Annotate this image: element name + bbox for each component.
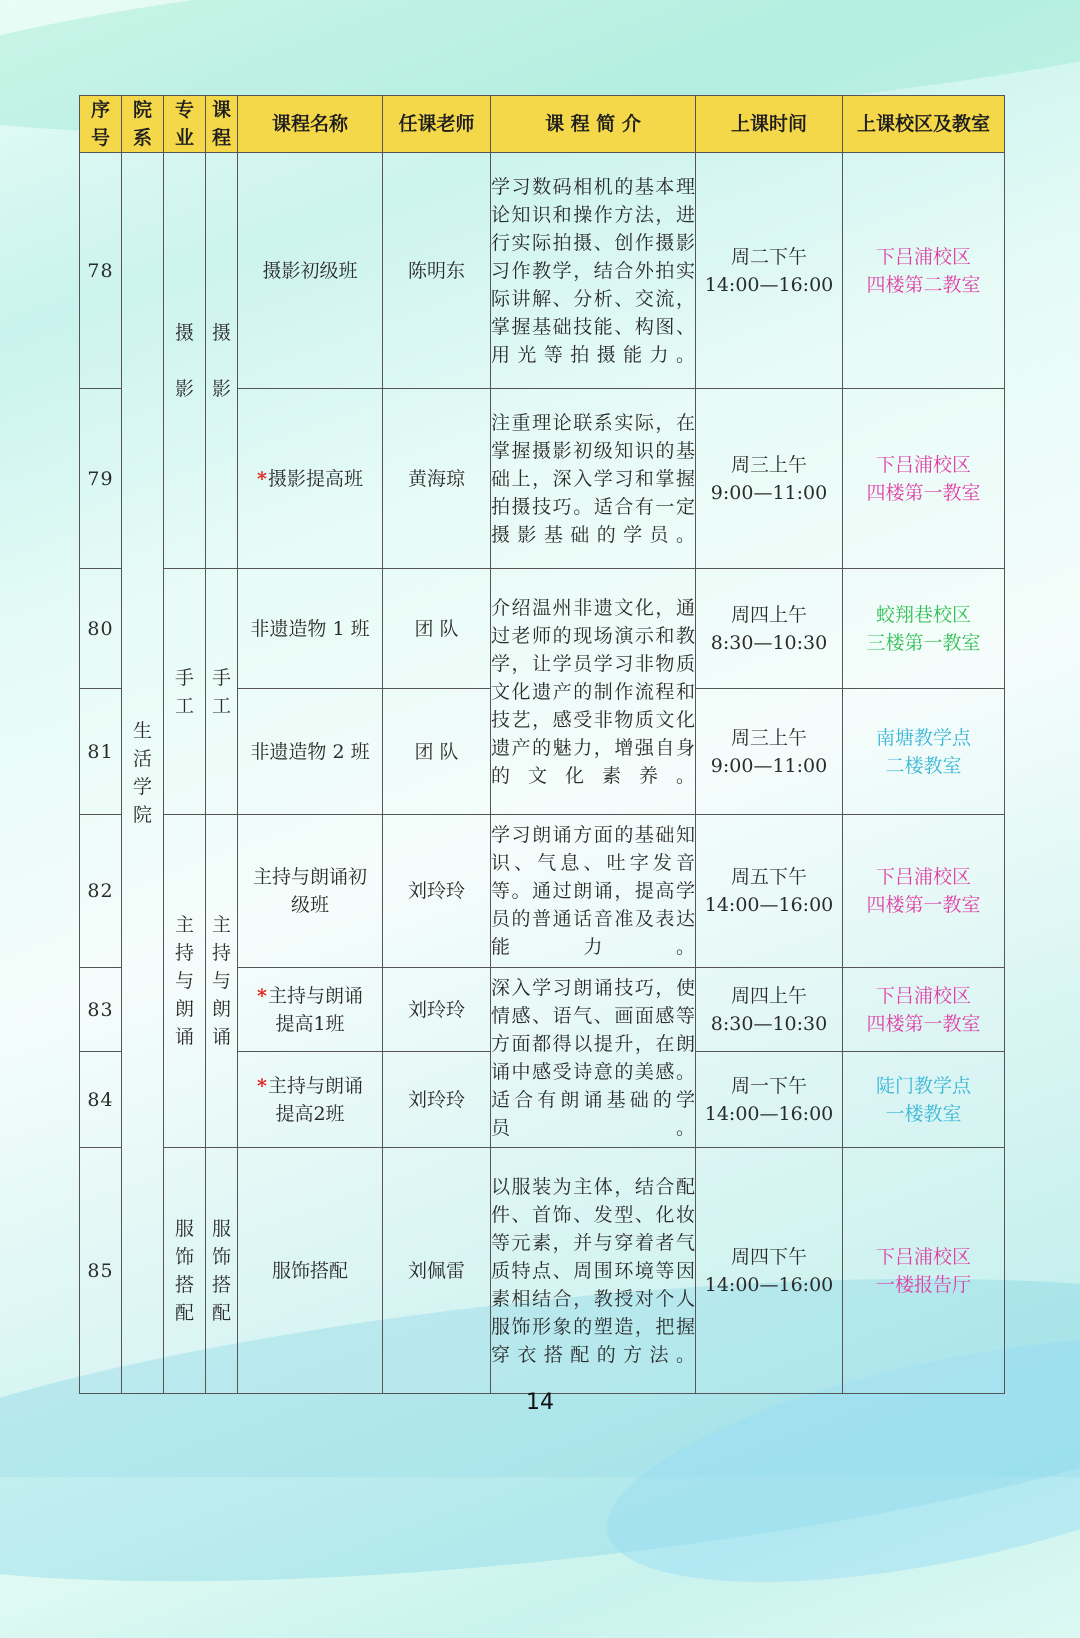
teacher-cell: 黄海琼 (383, 389, 491, 569)
teacher-cell: 团 队 (383, 569, 491, 689)
teacher-cell: 刘玲玲 (383, 815, 491, 968)
location-cell: 南塘教学点 二楼教室 (843, 689, 1005, 815)
header-description: 课 程 简 介 (491, 96, 696, 153)
teacher-cell: 陈明东 (383, 153, 491, 389)
featured-star-icon: * (257, 1074, 267, 1097)
description-cell: 学习朗诵方面的基础知识、气息、吐字发音等。通过朗诵，提高学员的普通话音准及表达能力。 (491, 815, 696, 968)
time-cell: 周二下午 14:00—16:00 (696, 153, 843, 389)
row-index: 85 (80, 1148, 122, 1394)
featured-star-icon: * (257, 467, 267, 490)
row-index: 80 (80, 569, 122, 689)
header-time: 上课时间 (696, 96, 843, 153)
course-name: *主持与朗诵提高1班 (238, 968, 383, 1052)
row-index: 82 (80, 815, 122, 968)
major-cell: 摄影 (164, 153, 206, 569)
major-cell: 服饰搭配 (164, 1148, 206, 1394)
course-group-cell: 服饰搭配 (206, 1148, 238, 1394)
description-cell: 深入学习朗诵技巧，使情感、语气、画面感等方面都得以提升，在朗诵中感受诗意的美感。适合有朗诵基础的学员。 (491, 968, 696, 1148)
course-group-cell: 主持与朗诵 (206, 815, 238, 1148)
course-name: 非遗造物 2 班 (238, 689, 383, 815)
major-cell: 手工 (164, 569, 206, 815)
description-cell: 以服装为主体，结合配件、首饰、发型、化妆等元素，并与穿着者气质特点、周围环境等因素相结合，教授对个人服饰形象的塑造，把握穿衣搭配的方法。 (491, 1148, 696, 1394)
row-index: 84 (80, 1052, 122, 1148)
time-cell: 周三上午 9:00—11:00 (696, 389, 843, 569)
row-index: 81 (80, 689, 122, 815)
row-index: 78 (80, 153, 122, 389)
header-course: 课程 (206, 96, 238, 153)
major-cell: 主持与朗诵 (164, 815, 206, 1148)
course-name: *摄影提高班 (238, 389, 383, 569)
college-cell: 生活学院 (122, 153, 164, 1394)
table-row (80, 815, 1005, 968)
location-cell: 下吕浦校区 一楼报告厅 (843, 1148, 1005, 1394)
teacher-cell: 刘佩雷 (383, 1148, 491, 1394)
location-cell: 下吕浦校区 四楼第一教室 (843, 389, 1005, 569)
location-cell: 蛟翔巷校区 三楼第一教室 (843, 569, 1005, 689)
page-number: 14 (526, 1390, 554, 1415)
time-cell: 周一下午 14:00—16:00 (696, 1052, 843, 1148)
course-name: 服饰搭配 (238, 1148, 383, 1394)
header-location: 上课校区及教室 (843, 96, 1005, 153)
course-table (79, 95, 1005, 1394)
teacher-cell: 刘玲玲 (383, 1052, 491, 1148)
course-name: 主持与朗诵初级班 (238, 815, 383, 968)
time-cell: 周四上午 8:30—10:30 (696, 968, 843, 1052)
header-teacher: 任课老师 (383, 96, 491, 153)
course-group-cell: 摄影 (206, 153, 238, 569)
time-cell: 周三上午 9:00—11:00 (696, 689, 843, 815)
table-row (80, 153, 1005, 389)
time-cell: 周四上午 8:30—10:30 (696, 569, 843, 689)
location-cell: 下吕浦校区 四楼第二教室 (843, 153, 1005, 389)
course-name: 非遗造物 1 班 (238, 569, 383, 689)
teacher-cell: 刘玲玲 (383, 968, 491, 1052)
time-cell: 周四下午 14:00—16:00 (696, 1148, 843, 1394)
location-cell: 下吕浦校区 四楼第一教室 (843, 968, 1005, 1052)
row-index: 83 (80, 968, 122, 1052)
featured-star-icon: * (257, 984, 267, 1007)
table-header-row (80, 96, 1005, 153)
time-cell: 周五下午 14:00—16:00 (696, 815, 843, 968)
location-cell: 下吕浦校区 四楼第一教室 (843, 815, 1005, 968)
description-cell: 注重理论联系实际，在掌握摄影初级知识的基础上，深入学习和掌握拍摄技巧。适合有一定摄影基础的学员。 (491, 389, 696, 569)
description-cell: 介绍温州非遗文化，通过老师的现场演示和教学，让学员学习非物质文化遗产的制作流程和技艺，感受非物质文化遗产的魅力，增强自身的文化素养。 (491, 569, 696, 815)
header-name: 课程名称 (238, 96, 383, 153)
row-index: 79 (80, 389, 122, 569)
course-name: 摄影初级班 (238, 153, 383, 389)
header-major: 专业 (164, 96, 206, 153)
table-row (80, 1148, 1005, 1394)
course-group-cell: 手工 (206, 569, 238, 815)
description-cell: 学习数码相机的基本理论知识和操作方法，进行实际拍摄、创作摄影习作教学，结合外拍实际讲解、分析、交流，掌握基础技能、构图、用光等拍摄能力。 (491, 153, 696, 389)
table-row (80, 569, 1005, 689)
location-cell: 陡门教学点 一楼教室 (843, 1052, 1005, 1148)
course-name: *主持与朗诵提高2班 (238, 1052, 383, 1148)
teacher-cell: 团 队 (383, 689, 491, 815)
header-college: 院系 (122, 96, 164, 153)
header-index: 序号 (80, 96, 122, 153)
